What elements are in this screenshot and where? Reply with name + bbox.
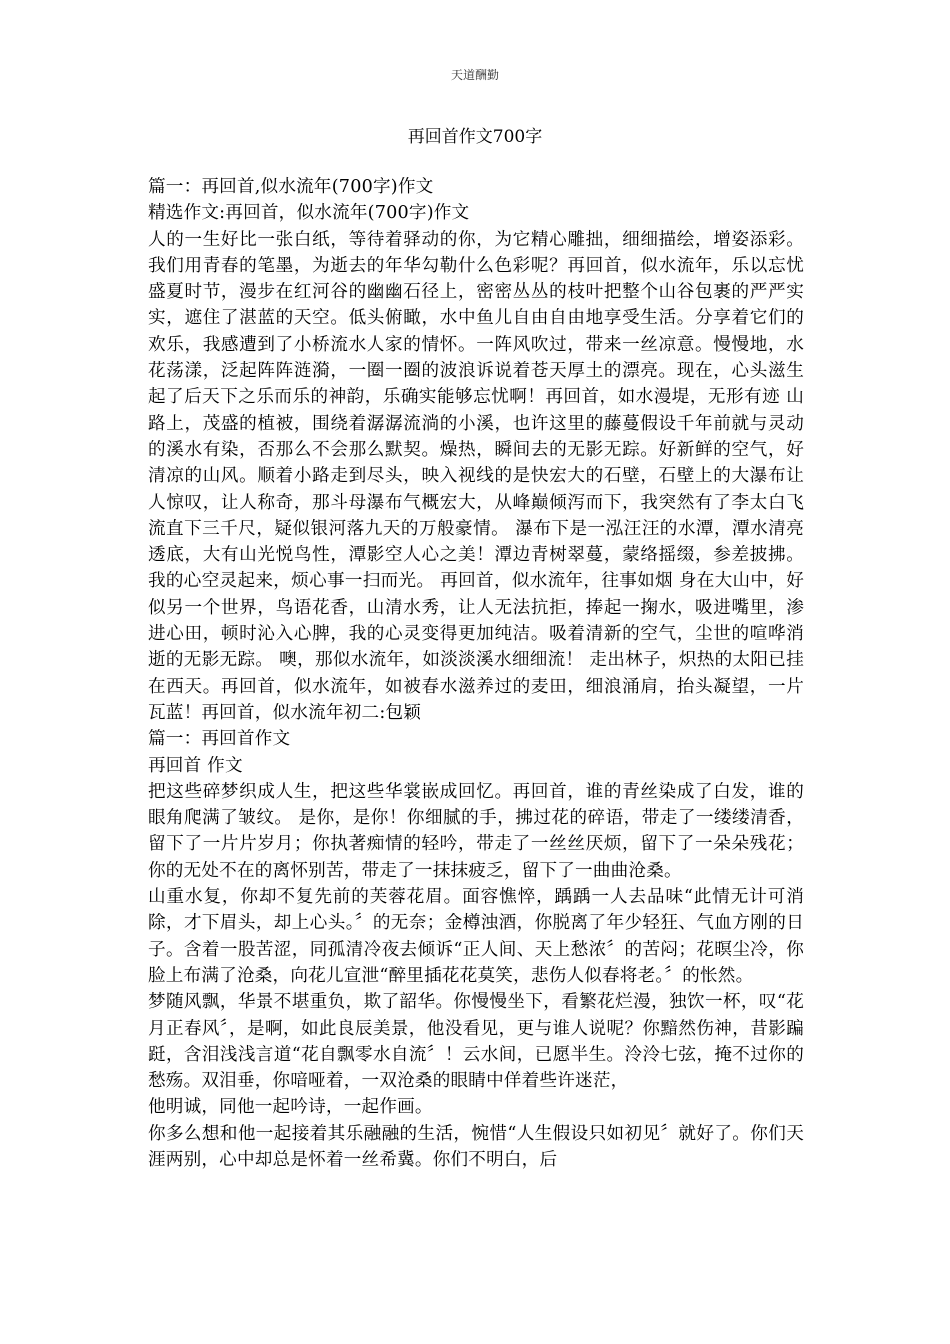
section2-subheading: 再回首 作文 bbox=[148, 755, 243, 776]
section1-heading: 篇一：再回首,似水流年(700字)作文 bbox=[148, 177, 434, 197]
section2-paragraph: 他明诚，同他一起吟诗，一起作画。 bbox=[148, 1097, 433, 1118]
section2-paragraph: 山重水复，你却不复先前的芙蓉花眉。面容憔悴，踽踽一人去品味“此情无计可消除，才下眉头，却上心头。〞的无奈；金樽浊酒，你脱离了年少轻狂、气血方刚的日子。含着一股苦涩，同孤清冷夜去倾诉“正人间、天上愁浓〞的苦闷；花暝尘冷，你脸上布满了沧桑，向花儿宣泄“醉里插花花莫笑，悲伤人似春将老。〞的怅然。 bbox=[148, 887, 804, 986]
section2-paragraph: 梦随风飘，华景不堪重负，欺了韶华。你慢慢坐下，看繁花烂漫，独饮一杯，叹“花月正春风〞，是啊，如此良辰美景，他没看见，更与谁人说呢？你黯然伤神，昔影蹁跹，含泪浅浅言道“花自飘零水自流〞！云水间，已愿半生。泠泠七弦，掩不过你的愁殇。双泪垂，你喑哑着，一双沧桑的眼睛中佯着些许迷茫， bbox=[148, 992, 804, 1092]
header-note: 天道酬勤 bbox=[450, 68, 499, 82]
section2-heading: 篇一：再回首作文 bbox=[148, 729, 291, 750]
document-title: 再回首作文700字 bbox=[407, 127, 543, 147]
section2-paragraph: 把这些碎梦织成人生，把这些华裳嵌成回忆。再回首，谁的青丝染成了白发，谁的眼角爬满了皱纹。 是你，是你！你细腻的手，拂过花的碎语，带走了一缕缕清香，留下了一片片岁月；你执著痴情的轻吟，带走了一丝丝厌烦，留下了一朵朵残花；你的无处不在的离怀别苦，带走了一抹抹疲乏，留下了一曲曲沧桑。 bbox=[148, 781, 804, 881]
section1-paragraph: 人的一生好比一张白纸，等待着驿动的你，为它精心雕拙，细细描绘，增姿添彩。我们用青春的笔墨，为逝去的年华勾勒什么色彩呢？再回首，似水流年，乐以忘忧盛夏时节，漫步在红河谷的幽幽石径上，密密丛丛的枝叶把整个山谷包裹的严严实实，遮住了湛蓝的天空。低头俯瞰，水中鱼儿自由自由地享受生活。分享着它们的欢乐，我感遭到了小桥流水人家的情怀。一阵风吹过，带来一丝凉意。慢慢地，水花荡漾，泛起阵阵涟漪，一圈一圈的波浪诉说着苍天厚土的漂亮。现在，心头滋生起了后天下之乐而乐的神韵，乐确实能够忘忧啊！再回首，如水漫堤，无形有迹 山路上，茂盛的植被，围绕着潺潺流淌的小溪，也许这里的藤蔓假设千年前就与灵动的溪水有染，否那么不会那么默契。燥热，瞬间去的无影无踪。好新鲜的空气，好清凉的山风。顺着小路走到尽头，映入视线的是快宏大的石壁，石壁上的大瀑布让人惊叹，让人称奇，那斗母瀑布气概宏大，从峰巅倾泻而下，我突然有了李太白飞流直下三千尺，疑似银河落九天的万般豪情。 瀑布下是一泓汪汪的水潭，潭水清亮透底，大有山光悦鸟性，潭影空人心之美！潭边青树翠蔓，蒙络摇缀，参差披拂。我的心空灵起来，烦心事一扫而光。 再回首，似水流年，往事如烟 身在大山中，好似另一个世界，鸟语花香，山清水秀，让人无法抗拒，捧起一掬水，吸进嘴里，渗进心田，顿时沁入心脾，我的心灵变得更加纯洁。吸着清新的空气，尘世的喧哗消逝的无影无踪。 噢，那似水流年，如淡淡溪水细细流！ 走出林子，炽热的太阳已挂在西天。再回首，似水流年，如被春水滋养过的麦田，细浪涌肩，抬头凝望，一片瓦蓝！再回首，似水流年初二:包颖 bbox=[148, 229, 804, 723]
section1-subheading: 精选作文:再回首，似水流年(700字)作文 bbox=[148, 203, 470, 224]
section2-paragraph: 你多么想和他一起接着其乐融融的生活，惋惜“人生假设只如初见〞就好了。你们天涯两别，心中却总是怀着一丝希冀。你们不明白，后 bbox=[148, 1123, 804, 1170]
document-body bbox=[148, 174, 804, 1173]
